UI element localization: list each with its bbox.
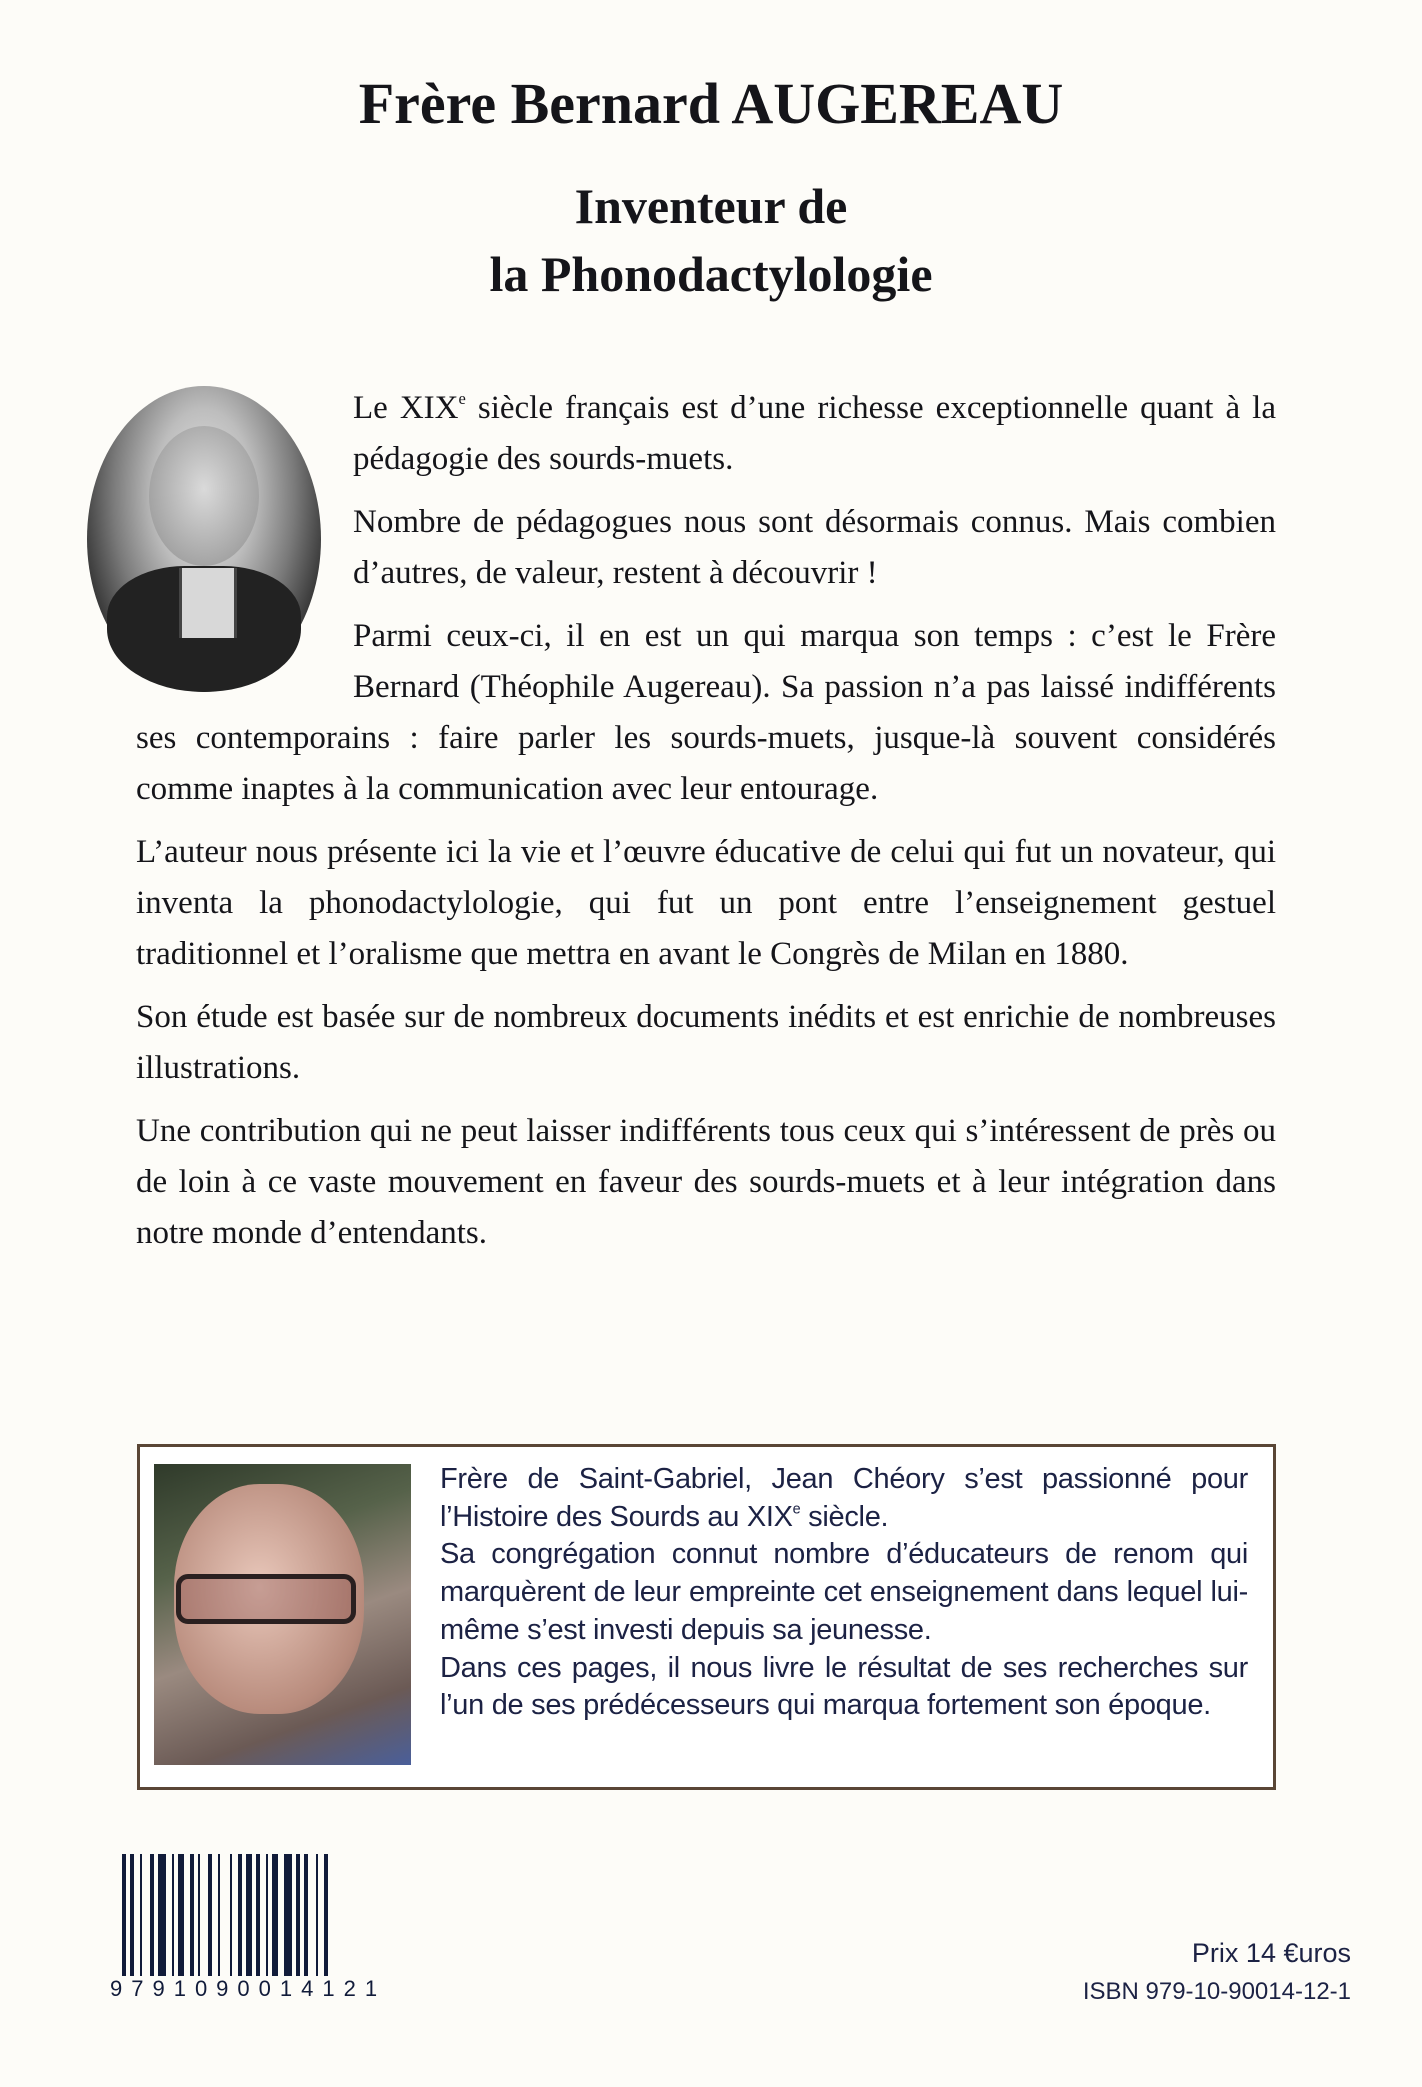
text: Le XIX bbox=[353, 390, 459, 426]
bio-paragraph bbox=[440, 1461, 1248, 1536]
barcode-digits: 9791090014121 bbox=[110, 1976, 387, 2001]
superscript: e bbox=[792, 1501, 801, 1518]
barcode-bar bbox=[198, 1854, 200, 1984]
barcode-bar bbox=[238, 1854, 242, 1984]
barcode-bar bbox=[158, 1854, 166, 1984]
bio-paragraph: Sa congrégation connut nombre d’éducateurs de renom qui marquèrent de leur empreinte cet enseignement dans lequel lui-même s’est investi depuis sa jeunesse. bbox=[440, 1538, 1248, 1646]
author-photo bbox=[154, 1464, 411, 1765]
subtitle-line-2: la Phonodactylologie bbox=[489, 246, 933, 302]
isbn-barcode bbox=[110, 1854, 400, 2002]
barcode-bar bbox=[208, 1854, 212, 1984]
blurb-paragraph: Son étude est basée sur de nombreux documents inédits et est enrichie de nombreuses illustrations. bbox=[136, 999, 1276, 1086]
author-bio-text bbox=[440, 1461, 1248, 1725]
barcode-bar bbox=[190, 1854, 194, 1984]
barcode-bar bbox=[296, 1854, 300, 1984]
barcode-bar bbox=[246, 1854, 252, 1984]
barcode-bar bbox=[122, 1854, 126, 1984]
barcode-bar bbox=[172, 1854, 174, 1984]
subtitle-line-1: Inventeur de bbox=[574, 178, 848, 234]
text: Frère de Saint-Gabriel, Jean Chéory s’est passionné pour l’Histoire des Sourds au XIX bbox=[440, 1463, 1248, 1533]
blurb-paragraph: Parmi ceux-ci, il en est un qui marqua son temps : c’est le Frère Bernard (Théophile Augereau). Sa passion n’a pas laissé indifférents ses contemporains : faire parler les sourds-muets, jusque-là souvent considérés comme inaptes à la communication avec leur entourage. bbox=[136, 618, 1276, 807]
book-subtitle bbox=[0, 172, 1422, 308]
text: siècle. bbox=[800, 1500, 889, 1533]
barcode-bar bbox=[284, 1854, 292, 1984]
book-author-title: Frère Bernard AUGEREAU bbox=[358, 71, 1064, 136]
isbn-label: ISBN 979-10-90014-12-1 bbox=[1082, 1978, 1351, 2005]
barcode-bar bbox=[272, 1854, 278, 1984]
text: siècle français est d’une richesse exceptionnelle quant à la pédagogie des sourds-muets. bbox=[353, 390, 1276, 477]
barcode-bar bbox=[230, 1854, 232, 1984]
price-label: Prix 14 €uros bbox=[1191, 1938, 1351, 1968]
barcode-bar bbox=[324, 1854, 328, 1984]
barcode-bar bbox=[256, 1854, 260, 1984]
bio-paragraph: Dans ces pages, il nous livre le résultat de ses recherches sur l’un de ses prédécesseurs qui marqua fortement son époque. bbox=[440, 1651, 1248, 1722]
barcode-bar bbox=[316, 1854, 318, 1984]
barcode-bar bbox=[178, 1854, 184, 1984]
barcode-bars bbox=[122, 1854, 394, 1984]
blurb-paragraph: L’auteur nous présente ici la vie et l’œuvre éducative de celui qui fut un novateur, qui inventa la phonodactylologie, qui fut un pont entre l’enseignement gestuel traditionnel et l’oralisme que mettra en avant le Congrès de Milan en 1880. bbox=[136, 834, 1276, 972]
blurb-paragraph: Nombre de pédagogues nous sont désormais connus. Mais combien d’autres, de valeur, restent à découvrir ! bbox=[353, 504, 1276, 591]
barcode-bar bbox=[266, 1854, 268, 1984]
barcode-bar bbox=[130, 1854, 134, 1984]
barcode-bar bbox=[304, 1854, 308, 1984]
barcode-bar bbox=[218, 1854, 220, 1984]
author-bio-box bbox=[137, 1444, 1276, 1790]
blurb-text bbox=[136, 383, 1276, 1271]
blurb-paragraph: Une contribution qui ne peut laisser indifférents tous ceux qui s’intéressent de près ou de loin à ce vaste mouvement en faveur des sourds-muets et à leur intégration dans notre monde d’entendants. bbox=[136, 1113, 1276, 1251]
superscript: e bbox=[458, 388, 466, 408]
barcode-bar bbox=[150, 1854, 154, 1984]
barcode-bar bbox=[140, 1854, 142, 1984]
